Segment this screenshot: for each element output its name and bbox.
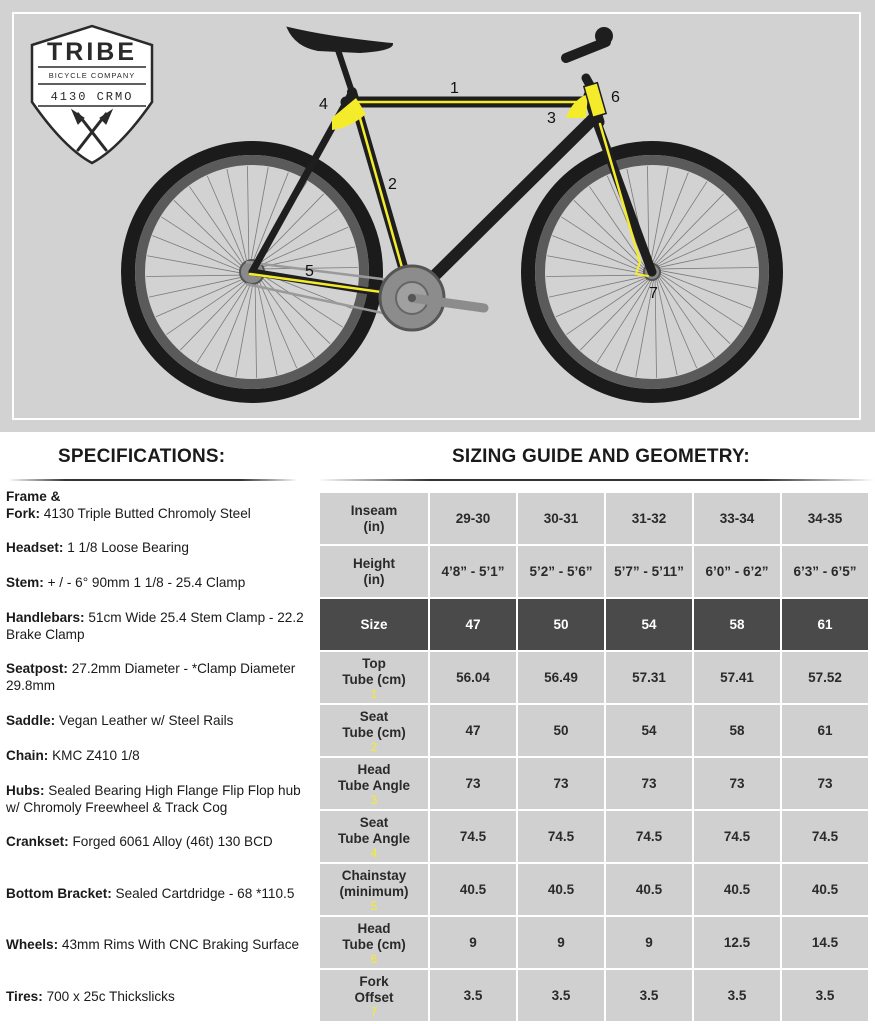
spoke xyxy=(659,275,730,344)
geometry-cell: 5’2” - 5’6” xyxy=(518,546,604,597)
tribe-logo xyxy=(32,26,152,163)
geometry-divider xyxy=(318,479,875,481)
geometry-row-label xyxy=(320,917,428,968)
geometry-callout-number: 2 xyxy=(370,739,378,754)
spec-value: 1 1/8 Loose Bearing xyxy=(67,540,189,555)
geometry-row xyxy=(320,493,868,544)
geometry-cell: 29-30 xyxy=(430,493,516,544)
geometry-cell: 74.5 xyxy=(782,811,868,862)
geometry-label-line: Fork xyxy=(359,973,389,989)
spoke xyxy=(197,280,251,363)
geometry-label-line: Chainstay xyxy=(341,867,407,883)
geometry-cell: 73 xyxy=(430,758,516,809)
geometry-cell: 50 xyxy=(518,599,604,650)
geometry-cell: 3.5 xyxy=(430,970,516,1021)
spec-item-tires xyxy=(6,988,306,1005)
geometry-cell: 74.5 xyxy=(430,811,516,862)
spec-value: Vegan Leather w/ Steel Rails xyxy=(58,713,234,728)
geometry-cell: 31-32 xyxy=(606,493,692,544)
geometry-row xyxy=(320,599,868,650)
geometry-label-line: Offset xyxy=(354,989,394,1005)
spoke xyxy=(255,279,256,378)
geometry-label-line: Head xyxy=(357,920,391,936)
geometry-label-line: Head xyxy=(357,761,391,777)
geometry-cell: 33-34 xyxy=(694,493,780,544)
geometry-label-line: (minimum) xyxy=(339,883,409,899)
geometry-label-line: Top xyxy=(362,655,386,671)
spoke xyxy=(659,247,755,268)
geometry-cell: 6’0” - 6’2” xyxy=(694,546,780,597)
spoke xyxy=(547,256,644,274)
geometry-callout-number: 3 xyxy=(370,792,378,807)
spoke xyxy=(656,279,677,375)
geometry-cell: 3.5 xyxy=(694,970,780,1021)
geometry-label-line: Seat xyxy=(359,708,389,724)
geometry-cell: 3.5 xyxy=(518,970,604,1021)
geometry-cell: 56.04 xyxy=(430,652,516,703)
geometry-label-line: Tube Angle xyxy=(338,777,410,793)
callout-2: 2 xyxy=(388,176,397,193)
spoke xyxy=(174,200,245,269)
callout-6: 6 xyxy=(611,89,620,106)
spoke xyxy=(149,276,245,297)
geometry-cell: 73 xyxy=(782,758,868,809)
geometry-cell: 9 xyxy=(430,917,516,968)
geometry-label-line: Height xyxy=(353,555,395,571)
spec-item-chain xyxy=(6,747,306,764)
geometry-cell: 47 xyxy=(430,705,516,756)
spec-value: 700 x 25c Thickslicks xyxy=(46,989,175,1004)
geometry-row-label xyxy=(320,970,428,1021)
callout-7: 7 xyxy=(649,285,658,302)
geometry-row-label xyxy=(320,758,428,809)
geometry-cell: 47 xyxy=(430,599,516,650)
geometry-cell: 14.5 xyxy=(782,917,868,968)
spec-item-stem xyxy=(6,574,306,591)
geometry-label-line: Tube (cm) xyxy=(342,671,406,687)
spec-label: Stem: xyxy=(6,575,44,590)
geometry-callout-number: 6 xyxy=(370,951,378,966)
geometry-cell: 54 xyxy=(606,705,692,756)
geometry-cell: 73 xyxy=(518,758,604,809)
geometry-cell: 61 xyxy=(782,599,868,650)
geometry-cell: 74.5 xyxy=(694,811,780,862)
geometry-cell: 56.49 xyxy=(518,652,604,703)
spec-label: Handlebars: xyxy=(6,610,85,625)
spec-value: 4130 Triple Butted Chromoly Steel xyxy=(43,506,251,521)
geometry-label-line: Tube (cm) xyxy=(342,936,406,952)
geometry-cell: 58 xyxy=(694,599,780,650)
geometry-cell: 30-31 xyxy=(518,493,604,544)
geometry-heading: SIZING GUIDE AND GEOMETRY: xyxy=(452,446,750,467)
geometry-row xyxy=(320,970,868,1021)
spoke xyxy=(549,276,645,297)
spec-label: Tires: xyxy=(6,989,43,1004)
geometry-row-label xyxy=(320,811,428,862)
geometry-cell: 40.5 xyxy=(430,864,516,915)
geometry-cell: 9 xyxy=(606,917,692,968)
geometry-label-line: (in) xyxy=(363,518,385,534)
spec-item-saddle xyxy=(6,712,306,729)
geometry-callout-number: 1 xyxy=(370,686,378,701)
geometry-cell: 50 xyxy=(518,705,604,756)
geometry-cell: 40.5 xyxy=(694,864,780,915)
geometry-cell: 9 xyxy=(518,917,604,968)
geometry-row-label xyxy=(320,599,428,650)
geometry-label-line: (in) xyxy=(363,571,385,587)
spec-item-hubs xyxy=(6,782,306,816)
geometry-cell: 57.41 xyxy=(694,652,780,703)
geometry-cell: 5’7” - 5’11” xyxy=(606,546,692,597)
geometry-row xyxy=(320,705,868,756)
spoke xyxy=(654,181,708,264)
specifications-heading: SPECIFICATIONS: xyxy=(58,446,226,467)
spec-item-wheels xyxy=(6,936,306,953)
spec-value: 51cm Wide 25.4 Stem Clamp - 22.2 Brake Clamp xyxy=(6,610,304,642)
geometry-row xyxy=(320,758,868,809)
spec-label: Saddle: xyxy=(6,713,56,728)
geometry-row xyxy=(320,652,868,703)
crankset xyxy=(380,266,484,330)
geometry-cell: 4’8” - 5’1” xyxy=(430,546,516,597)
spec-label: Frame & xyxy=(6,489,61,504)
geometry-callout-number: 5 xyxy=(370,898,378,913)
spoke xyxy=(580,279,649,350)
geometry-row xyxy=(320,917,868,968)
spec-label: Bottom Bracket: xyxy=(6,886,112,901)
bike-diagram-panel xyxy=(0,0,875,432)
geometry-cell: 40.5 xyxy=(782,864,868,915)
geometry-cell: 73 xyxy=(606,758,692,809)
geometry-cell: 74.5 xyxy=(606,811,692,862)
geometry-cell: 54 xyxy=(606,599,692,650)
callout-4: 4 xyxy=(319,96,328,113)
spec-value: + / - 6° 90mm 1 1/8 - 25.4 Clamp xyxy=(47,575,246,590)
spoke xyxy=(546,275,645,276)
geometry-row-label xyxy=(320,546,428,597)
geometry-cell: 3.5 xyxy=(606,970,692,1021)
geometry-cell: 58 xyxy=(694,705,780,756)
geometry-callout-number: 7 xyxy=(370,1004,378,1019)
spoke xyxy=(180,279,249,350)
geometry-row-label xyxy=(320,864,428,915)
geometry-cell: 57.52 xyxy=(782,652,868,703)
geometry-callout-number: 4 xyxy=(370,845,378,860)
geometry-row-label xyxy=(320,493,428,544)
spec-item-frame-fork xyxy=(6,488,306,522)
geometry-label-line: Tube Angle xyxy=(338,830,410,846)
geometry-row xyxy=(320,546,868,597)
geometry-cell: 74.5 xyxy=(518,811,604,862)
geometry-cell: 6’3” - 6’5” xyxy=(782,546,868,597)
geometry-label-line: Seat xyxy=(359,814,389,830)
spec-label: Headset: xyxy=(6,540,64,555)
spoke xyxy=(146,275,245,276)
spoke xyxy=(236,280,254,377)
geometry-row xyxy=(320,811,868,862)
geometry-cell: 12.5 xyxy=(694,917,780,968)
spec-label: Wheels: xyxy=(6,937,59,952)
spec-label: Seatpost: xyxy=(6,661,68,676)
geometry-cell: 57.31 xyxy=(606,652,692,703)
callout-3: 3 xyxy=(547,110,556,127)
spec-label: Hubs: xyxy=(6,783,45,798)
geometry-cell: 61 xyxy=(782,705,868,756)
spec-item-handlebars xyxy=(6,609,306,643)
callout-5: 5 xyxy=(305,263,314,280)
spoke xyxy=(660,270,757,288)
spoke xyxy=(597,280,651,363)
geometry-label-line: Inseam xyxy=(350,502,398,518)
spoke xyxy=(659,267,758,268)
geometry-cell: 34-35 xyxy=(782,493,868,544)
logo-name: TRIBE xyxy=(47,38,137,66)
geometry-cell: 73 xyxy=(694,758,780,809)
geometry-cell: 40.5 xyxy=(518,864,604,915)
geometry-label-line: Tube (cm) xyxy=(342,724,406,740)
bike-diagram xyxy=(0,0,875,432)
spec-value: Sealed Bearing High Flange Flip Flop hub w/ Chromoly Freewheel & Track Cog xyxy=(6,783,301,815)
geometry-row-label xyxy=(320,705,428,756)
spoke xyxy=(227,169,248,265)
spec-value: 43mm Rims With CNC Braking Surface xyxy=(61,937,300,952)
spec-label: Chain: xyxy=(6,748,49,763)
spoke xyxy=(161,217,244,271)
spec-value: Forged 6061 Alloy (46t) 130 BCD xyxy=(72,834,273,849)
callout-1: 1 xyxy=(450,80,459,97)
logo-subtitle: BICYCLE COMPANY xyxy=(48,71,136,80)
spec-value: KMC Z410 1/8 xyxy=(52,748,140,763)
spec-item-seatpost xyxy=(6,660,306,694)
spoke xyxy=(256,279,277,375)
spec-label: Fork: xyxy=(6,506,40,521)
spec-value: Sealed Cartdridge - 68 *110.5 xyxy=(115,886,295,901)
specifications-divider xyxy=(8,479,298,481)
geometry-cell: 3.5 xyxy=(782,970,868,1021)
geometry-label-line: Size xyxy=(360,616,388,632)
spec-value: 27.2mm Diameter - *Clamp Diameter 29.8mm xyxy=(6,661,296,693)
spoke xyxy=(650,167,668,264)
spec-item-headset xyxy=(6,539,306,556)
geometry-table xyxy=(318,491,870,1023)
spoke xyxy=(660,274,743,328)
spoke xyxy=(655,194,724,265)
spoke xyxy=(147,256,244,274)
spec-item-crankset xyxy=(6,833,306,850)
geometry-row xyxy=(320,864,868,915)
spec-item-bottom-bracket xyxy=(6,885,306,902)
spoke xyxy=(247,166,248,265)
logo-material: 4130 CRMO xyxy=(50,90,134,104)
geometry-row-label xyxy=(320,652,428,703)
spec-label: Crankset: xyxy=(6,834,69,849)
geometry-cell: 40.5 xyxy=(606,864,692,915)
